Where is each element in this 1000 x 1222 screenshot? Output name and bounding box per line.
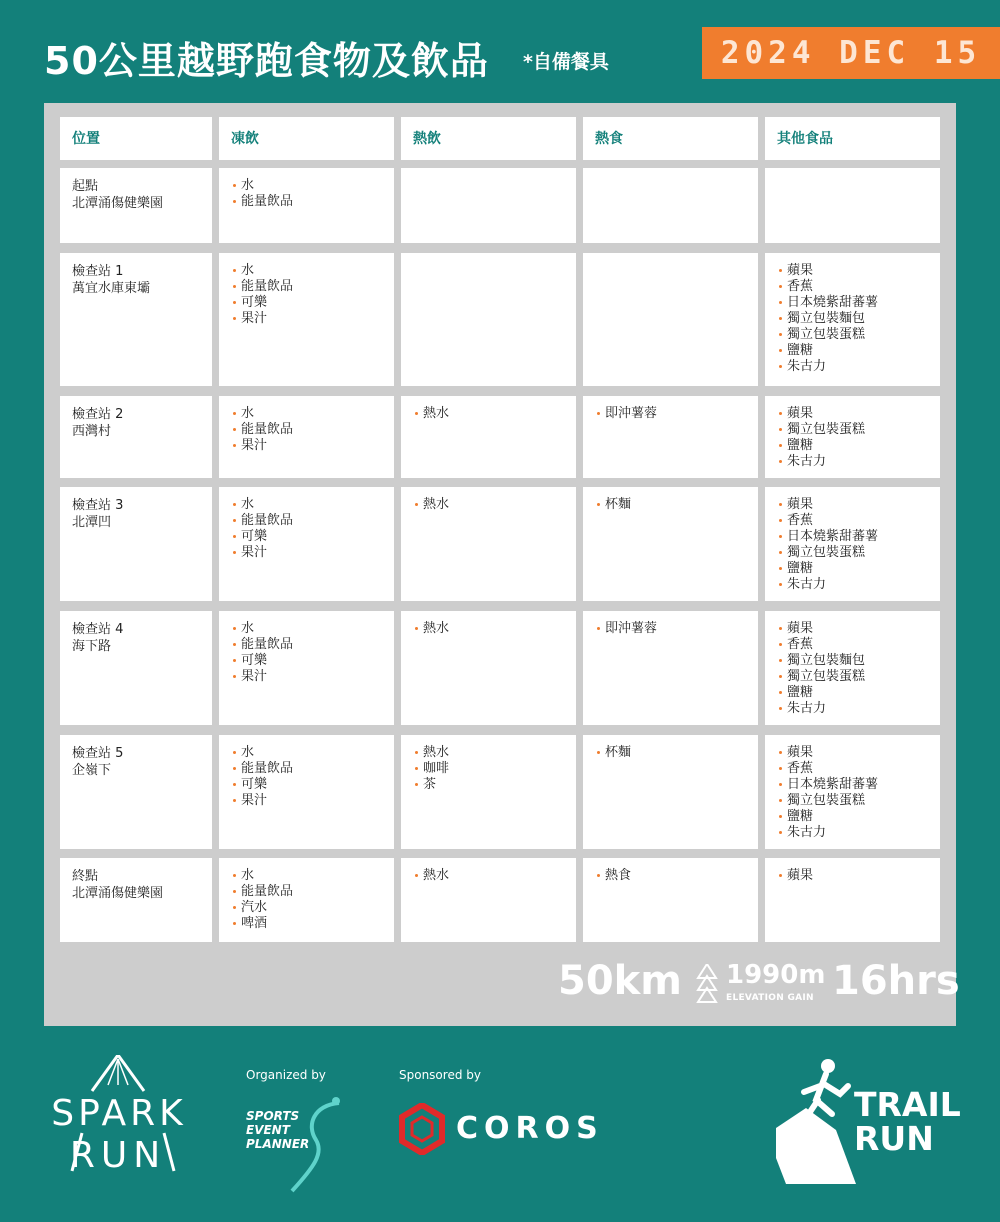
list-item: 獨立包裝蛋糕	[777, 793, 928, 809]
list-item: 朱古力	[777, 359, 928, 375]
list-item: 獨立包裝蛋糕	[777, 545, 928, 561]
list-item: 蘋果	[777, 868, 928, 884]
header-hot-drinks: 熱飲	[401, 117, 576, 160]
list-item: 可樂	[231, 777, 382, 793]
hot-food-cell	[583, 487, 758, 601]
station-name: 檢查站 5	[72, 746, 124, 761]
run-logo-text: RUN	[69, 1135, 167, 1176]
cold-drinks-cell	[219, 858, 394, 942]
list-item: 咖啡	[413, 761, 564, 777]
list-item: 水	[231, 621, 382, 637]
list-item: 能量飲品	[231, 884, 382, 900]
list-item: 可樂	[231, 529, 382, 545]
coros-logo-text: COROS	[456, 1111, 604, 1146]
aid-station-table	[44, 103, 956, 1026]
hot-drinks-cell	[401, 168, 576, 243]
table-row-location	[60, 487, 212, 601]
list-item: 朱古力	[777, 577, 928, 593]
list-item: 可樂	[231, 295, 382, 311]
list-item: 蘋果	[777, 497, 928, 513]
list-item: 香蕉	[777, 637, 928, 653]
table-row-location	[60, 611, 212, 725]
cold-drinks-cell	[219, 396, 394, 478]
cold-drinks-cell	[219, 611, 394, 725]
list-item: 日本燒紫甜蕃薯	[777, 529, 928, 545]
coros-hexagon-icon	[398, 1103, 446, 1155]
station-place: 西灣村	[72, 424, 112, 439]
list-item: 鹽糖	[777, 438, 928, 454]
list-item: 果汁	[231, 311, 382, 327]
list-item: 啤酒	[231, 916, 382, 932]
date-badge	[702, 27, 1000, 79]
other-food-cell	[765, 396, 940, 478]
cold-drinks-cell	[219, 487, 394, 601]
trail-logo-line: TRAIL	[854, 1085, 961, 1124]
list-item: 熱水	[413, 745, 564, 761]
trail-runner-icon	[776, 1058, 866, 1184]
hot-drinks-cell	[401, 396, 576, 478]
list-item: 日本燒紫甜蕃薯	[777, 295, 928, 311]
list-item: 香蕉	[777, 513, 928, 529]
list-item: 汽水	[231, 900, 382, 916]
list-item: 茶	[413, 777, 564, 793]
list-item: 水	[231, 868, 382, 884]
header-cold-drinks: 凍飲	[219, 117, 394, 160]
sports-event-planner-logo	[244, 1095, 354, 1195]
list-item: 朱古力	[777, 454, 928, 470]
list-item: 即沖薯蓉	[595, 621, 746, 637]
list-item: 蘋果	[777, 621, 928, 637]
cold-drinks-cell	[219, 735, 394, 849]
list-item: 果汁	[231, 438, 382, 454]
date-text: 2024 DEC 15	[720, 35, 982, 71]
list-item: 獨立包裝蛋糕	[777, 327, 928, 343]
title-note: *自備餐具	[523, 51, 609, 73]
other-food-cell	[765, 735, 940, 849]
hot-food-cell	[583, 253, 758, 386]
list-item: 水	[231, 406, 382, 422]
list-item: 獨立包裝蛋糕	[777, 422, 928, 438]
station-name: 檢查站 2	[72, 407, 124, 422]
list-item: 水	[231, 178, 382, 194]
station-name: 檢查站 3	[72, 498, 124, 513]
other-food-cell	[765, 253, 940, 386]
spark-run-logo	[42, 1055, 194, 1180]
header-other-food: 其他食品	[765, 117, 940, 160]
list-item: 能量飲品	[231, 194, 382, 210]
cold-drinks-cell	[219, 168, 394, 243]
list-item: 能量飲品	[231, 422, 382, 438]
list-item: 熱水	[413, 406, 564, 422]
coros-logo	[398, 1103, 618, 1155]
list-item: 朱古力	[777, 701, 928, 717]
list-item: 鹽糖	[777, 809, 928, 825]
trail-run-logo-text	[854, 1085, 961, 1158]
list-item: 能量飲品	[231, 279, 382, 295]
organizer-logo-line: SPORTS	[246, 1109, 300, 1123]
list-item: 獨立包裝麵包	[777, 653, 928, 669]
cold-drinks-cell	[219, 253, 394, 386]
list-item: 即沖薯蓉	[595, 406, 746, 422]
hot-food-cell	[583, 396, 758, 478]
table-row-location	[60, 396, 212, 478]
station-place: 北潭涌傷健樂園	[72, 886, 164, 901]
list-item: 朱古力	[777, 825, 928, 841]
organized-by-label: Organized by	[246, 1068, 326, 1082]
list-item: 香蕉	[777, 761, 928, 777]
list-item: 杯麵	[595, 745, 746, 761]
list-item: 熱食	[595, 868, 746, 884]
table-row-location	[60, 253, 212, 386]
hot-drinks-cell	[401, 487, 576, 601]
elevation-stat: 1990m	[726, 960, 826, 990]
duration-stat: 16hrs	[832, 958, 960, 1004]
list-item: 獨立包裝蛋糕	[777, 669, 928, 685]
list-item: 杯麵	[595, 497, 746, 513]
list-item: 水	[231, 263, 382, 279]
list-item: 獨立包裝麵包	[777, 311, 928, 327]
list-item: 可樂	[231, 653, 382, 669]
station-name: 檢查站 4	[72, 622, 124, 637]
spark-logo-text: SPARK	[51, 1093, 187, 1134]
list-item: 水	[231, 745, 382, 761]
hot-drinks-cell	[401, 858, 576, 942]
list-item: 鹽糖	[777, 561, 928, 577]
distance-stat: 50km	[558, 958, 682, 1004]
station-place: 海下路	[72, 639, 112, 654]
table-row-location	[60, 858, 212, 942]
organizer-logo-text	[246, 1109, 309, 1151]
list-item: 熱水	[413, 497, 564, 513]
list-item: 果汁	[231, 669, 382, 685]
hot-food-cell	[583, 858, 758, 942]
station-name: 起點	[72, 179, 99, 194]
list-item: 熱水	[413, 868, 564, 884]
list-item: 能量飲品	[231, 513, 382, 529]
station-place: 萬宜水庫東壩	[72, 281, 151, 296]
organizer-logo-line: PLANNER	[246, 1137, 310, 1151]
station-place: 北潭凹	[72, 515, 112, 530]
hot-drinks-cell	[401, 735, 576, 849]
hot-food-cell	[583, 735, 758, 849]
hot-food-cell	[583, 611, 758, 725]
list-item: 鹽糖	[777, 343, 928, 359]
trail-logo-line: RUN	[854, 1119, 934, 1158]
list-item: 果汁	[231, 793, 382, 809]
station-name: 檢查站 1	[72, 264, 124, 279]
list-item: 能量飲品	[231, 637, 382, 653]
table-row-location	[60, 735, 212, 849]
list-item: 蘋果	[777, 406, 928, 422]
station-place: 北潭涌傷健樂園	[72, 196, 164, 211]
trail-run-logo	[776, 1058, 960, 1184]
list-item: 果汁	[231, 545, 382, 561]
header-hot-food: 熱食	[583, 117, 758, 160]
page-title: 50公里越野跑食物及飲品	[44, 39, 489, 83]
elevation-label: ELEVATION GAIN	[726, 993, 814, 1003]
header-location: 位置	[60, 117, 212, 160]
station-place: 企嶺下	[72, 763, 112, 778]
hot-drinks-cell	[401, 253, 576, 386]
other-food-cell	[765, 168, 940, 243]
other-food-cell	[765, 487, 940, 601]
list-item: 日本燒紫甜蕃薯	[777, 777, 928, 793]
elevation-icon	[696, 964, 718, 1004]
list-item: 香蕉	[777, 279, 928, 295]
list-item: 鹽糖	[777, 685, 928, 701]
list-item: 蘋果	[777, 263, 928, 279]
list-item: 能量飲品	[231, 761, 382, 777]
organizer-logo-line: EVENT	[246, 1123, 290, 1137]
sponsored-by-label: Sponsored by	[399, 1068, 481, 1082]
list-item: 熱水	[413, 621, 564, 637]
list-item: 水	[231, 497, 382, 513]
other-food-cell	[765, 611, 940, 725]
list-item: 蘋果	[777, 745, 928, 761]
hot-drinks-cell	[401, 611, 576, 725]
other-food-cell	[765, 858, 940, 942]
station-name: 終點	[72, 869, 99, 884]
table-row-location	[60, 168, 212, 243]
hot-food-cell	[583, 168, 758, 243]
